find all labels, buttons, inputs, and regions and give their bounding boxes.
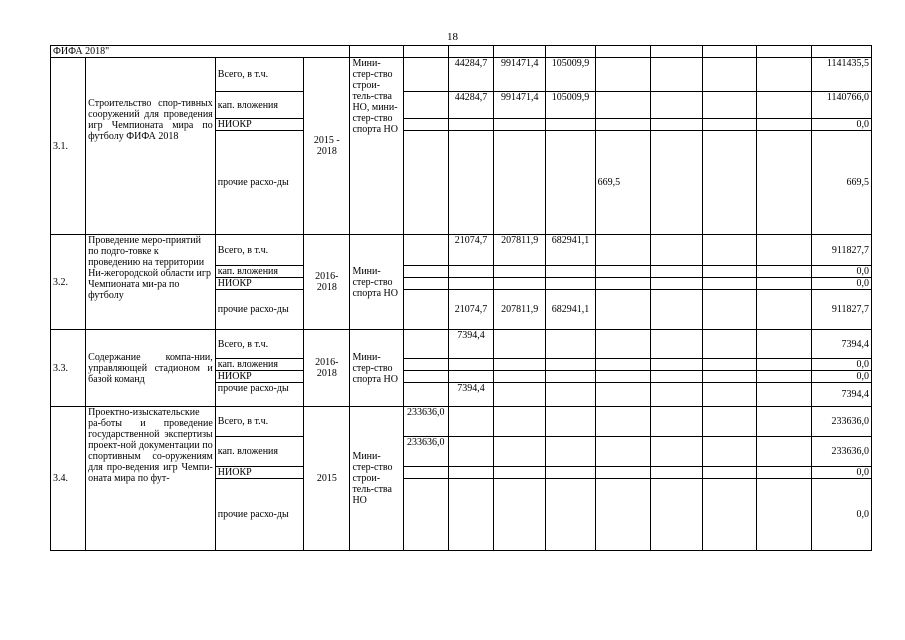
expense-type: прочие расхо-ды — [215, 383, 303, 407]
expense-type: прочие расхо-ды — [215, 479, 303, 551]
value-cell — [448, 266, 493, 278]
value-cell — [494, 407, 546, 437]
value-cell — [757, 371, 811, 383]
value-cell: 682941,1 — [546, 235, 595, 266]
expense-type: прочие расхо-ды — [215, 131, 303, 235]
expense-type: Всего, в т.ч. — [215, 330, 303, 359]
value-cell — [650, 58, 702, 92]
value-cell — [403, 290, 448, 330]
value-cell — [650, 290, 702, 330]
value-cell — [403, 92, 448, 119]
value-cell — [448, 437, 493, 467]
table-row — [51, 407, 872, 437]
total-cell: 7394,4 — [811, 383, 871, 407]
value-cell — [703, 467, 757, 479]
value-cell — [703, 479, 757, 551]
continuation-label: ФИФА 2018" — [51, 46, 350, 58]
value-cell — [403, 383, 448, 407]
value-cell — [650, 330, 702, 359]
value-cell — [703, 359, 757, 371]
item-period: 2016-2018 — [304, 235, 350, 330]
total-cell: 0,0 — [811, 119, 871, 131]
value-cell — [595, 467, 650, 479]
value-cell: 207811,9 — [494, 235, 546, 266]
value-cell — [703, 437, 757, 467]
value-cell — [757, 407, 811, 437]
value-cell — [494, 330, 546, 359]
value-cell — [595, 92, 650, 119]
value-cell — [595, 330, 650, 359]
value-cell — [546, 407, 595, 437]
value-cell — [448, 119, 493, 131]
value-cell — [703, 131, 757, 235]
value-cell — [448, 371, 493, 383]
value-cell — [448, 479, 493, 551]
item-ministry: Мини-стер-ство спорта НО — [350, 330, 403, 407]
value-cell — [546, 266, 595, 278]
value-cell — [546, 278, 595, 290]
value-cell — [757, 290, 811, 330]
value-cell — [546, 359, 595, 371]
value-cell — [650, 371, 702, 383]
value-cell — [703, 119, 757, 131]
expense-type: кап. вложения — [215, 359, 303, 371]
total-cell: 233636,0 — [811, 437, 871, 467]
total-cell: 0,0 — [811, 371, 871, 383]
value-cell — [703, 383, 757, 407]
value-cell — [448, 407, 493, 437]
value-cell — [757, 266, 811, 278]
total-cell: 7394,4 — [811, 330, 871, 359]
item-period: 2016-2018 — [304, 330, 350, 407]
expense-type: НИОКР — [215, 278, 303, 290]
item-number: 3.2. — [51, 235, 86, 330]
value-cell — [757, 467, 811, 479]
value-cell — [650, 92, 702, 119]
value-cell — [595, 383, 650, 407]
value-cell — [757, 383, 811, 407]
item-period: 2015 - 2018 — [304, 58, 350, 235]
item-name: Строительство спор-тивных сооружений для проведения игр Чемпионата мира по футболу ФИФА 2018 — [86, 58, 216, 235]
value-cell — [448, 131, 493, 235]
value-cell — [595, 407, 650, 437]
value-cell — [757, 479, 811, 551]
expense-type: кап. вложения — [215, 437, 303, 467]
value-cell — [494, 359, 546, 371]
expense-type: кап. вложения — [215, 266, 303, 278]
item-name: Содержание компа-нии, управляющей стадионом и базой команд — [86, 330, 216, 407]
value-cell: 105009,9 — [546, 92, 595, 119]
value-cell — [403, 278, 448, 290]
expense-type: Всего, в т.ч. — [215, 58, 303, 92]
value-cell — [546, 371, 595, 383]
total-cell: 1141435,5 — [811, 58, 871, 92]
value-cell — [650, 235, 702, 266]
value-cell — [494, 278, 546, 290]
table-row — [51, 58, 872, 92]
item-period: 2015 — [304, 407, 350, 551]
item-name: Проведение меро-приятий по подго-товке к проведению на территории Ни-жегородской области игр Чемпионата ми-ра по футболу — [86, 235, 216, 330]
expense-type: Всего, в т.ч. — [215, 235, 303, 266]
value-cell — [595, 119, 650, 131]
value-cell — [448, 359, 493, 371]
expense-type: прочие расхо-ды — [215, 290, 303, 330]
value-cell — [546, 383, 595, 407]
value-cell — [650, 437, 702, 467]
value-cell: 21074,7 — [448, 235, 493, 266]
value-cell — [757, 119, 811, 131]
value-cell — [757, 235, 811, 266]
value-cell — [595, 290, 650, 330]
value-cell — [403, 266, 448, 278]
total-cell: 0,0 — [811, 467, 871, 479]
value-cell — [546, 131, 595, 235]
value-cell — [595, 278, 650, 290]
value-cell — [757, 278, 811, 290]
value-cell — [703, 58, 757, 92]
total-cell: 911827,7 — [811, 235, 871, 266]
value-cell: 44284,7 — [448, 92, 493, 119]
value-cell: 207811,9 — [494, 290, 546, 330]
value-cell — [494, 131, 546, 235]
expense-type: Всего, в т.ч. — [215, 407, 303, 437]
value-cell — [494, 479, 546, 551]
value-cell — [703, 330, 757, 359]
budget-table — [50, 45, 872, 551]
value-cell — [650, 119, 702, 131]
item-ministry: Мини-стер-ство строи-тель-ства НО, мини-стер-ство спорта НО — [350, 58, 403, 235]
value-cell — [448, 467, 493, 479]
value-cell: 7394,4 — [448, 383, 493, 407]
value-cell — [650, 383, 702, 407]
value-cell — [403, 131, 448, 235]
table-row — [51, 235, 872, 266]
value-cell — [595, 371, 650, 383]
value-cell: 669,5 — [595, 131, 650, 235]
expense-type: НИОКР — [215, 371, 303, 383]
value-cell — [650, 479, 702, 551]
value-cell — [595, 479, 650, 551]
value-cell: 105009,9 — [546, 58, 595, 92]
expense-type: НИОКР — [215, 119, 303, 131]
value-cell — [703, 278, 757, 290]
expense-type: кап. вложения — [215, 92, 303, 119]
item-number: 3.3. — [51, 330, 86, 407]
value-cell — [595, 266, 650, 278]
value-cell — [703, 407, 757, 437]
value-cell — [546, 467, 595, 479]
value-cell — [757, 131, 811, 235]
value-cell — [703, 92, 757, 119]
value-cell — [703, 266, 757, 278]
value-cell — [595, 235, 650, 266]
value-cell — [546, 330, 595, 359]
value-cell — [650, 407, 702, 437]
total-cell: 0,0 — [811, 359, 871, 371]
value-cell — [650, 359, 702, 371]
value-cell — [650, 467, 702, 479]
total-cell: 669,5 — [811, 131, 871, 235]
value-cell — [403, 119, 448, 131]
expense-type: НИОКР — [215, 467, 303, 479]
value-cell — [494, 119, 546, 131]
value-cell — [650, 278, 702, 290]
total-cell: 0,0 — [811, 479, 871, 551]
page-number: 18 — [447, 31, 458, 43]
value-cell — [403, 330, 448, 359]
value-cell — [703, 235, 757, 266]
value-cell — [546, 119, 595, 131]
value-cell — [403, 359, 448, 371]
value-cell — [546, 437, 595, 467]
total-cell: 233636,0 — [811, 407, 871, 437]
continuation-row — [51, 46, 872, 58]
value-cell — [448, 278, 493, 290]
value-cell — [757, 92, 811, 119]
value-cell — [595, 58, 650, 92]
value-cell — [703, 290, 757, 330]
value-cell — [650, 131, 702, 235]
value-cell — [403, 235, 448, 266]
value-cell: 233636,0 — [403, 437, 448, 467]
item-ministry: Мини-стер-ство спорта НО — [350, 235, 403, 330]
value-cell — [403, 479, 448, 551]
item-number: 3.4. — [51, 407, 86, 551]
value-cell — [403, 58, 448, 92]
value-cell — [595, 359, 650, 371]
value-cell: 44284,7 — [448, 58, 493, 92]
value-cell — [650, 266, 702, 278]
value-cell — [403, 467, 448, 479]
value-cell — [494, 383, 546, 407]
value-cell — [546, 479, 595, 551]
table-row — [51, 330, 872, 359]
value-cell — [494, 266, 546, 278]
value-cell: 7394,4 — [448, 330, 493, 359]
value-cell: 233636,0 — [403, 407, 448, 437]
total-cell: 0,0 — [811, 266, 871, 278]
value-cell — [757, 437, 811, 467]
value-cell — [403, 371, 448, 383]
item-name: Проектно-изыскательские ра-боты и проведение государственной экспертизы проект-ной документации по спортивным со-оружениям для про-ведения игр Чемпи-оната мира по фут- — [86, 407, 216, 551]
value-cell — [494, 467, 546, 479]
total-cell: 911827,7 — [811, 290, 871, 330]
total-cell: 1140766,0 — [811, 92, 871, 119]
total-cell: 0,0 — [811, 278, 871, 290]
value-cell: 991471,4 — [494, 58, 546, 92]
value-cell — [757, 330, 811, 359]
value-cell: 991471,4 — [494, 92, 546, 119]
value-cell — [757, 58, 811, 92]
value-cell — [595, 437, 650, 467]
value-cell: 21074,7 — [448, 290, 493, 330]
value-cell — [703, 371, 757, 383]
item-ministry: Мини-стер-ство строи-тель-ства НО — [350, 407, 403, 551]
item-number: 3.1. — [51, 58, 86, 235]
value-cell: 682941,1 — [546, 290, 595, 330]
value-cell — [494, 437, 546, 467]
value-cell — [494, 371, 546, 383]
value-cell — [757, 359, 811, 371]
